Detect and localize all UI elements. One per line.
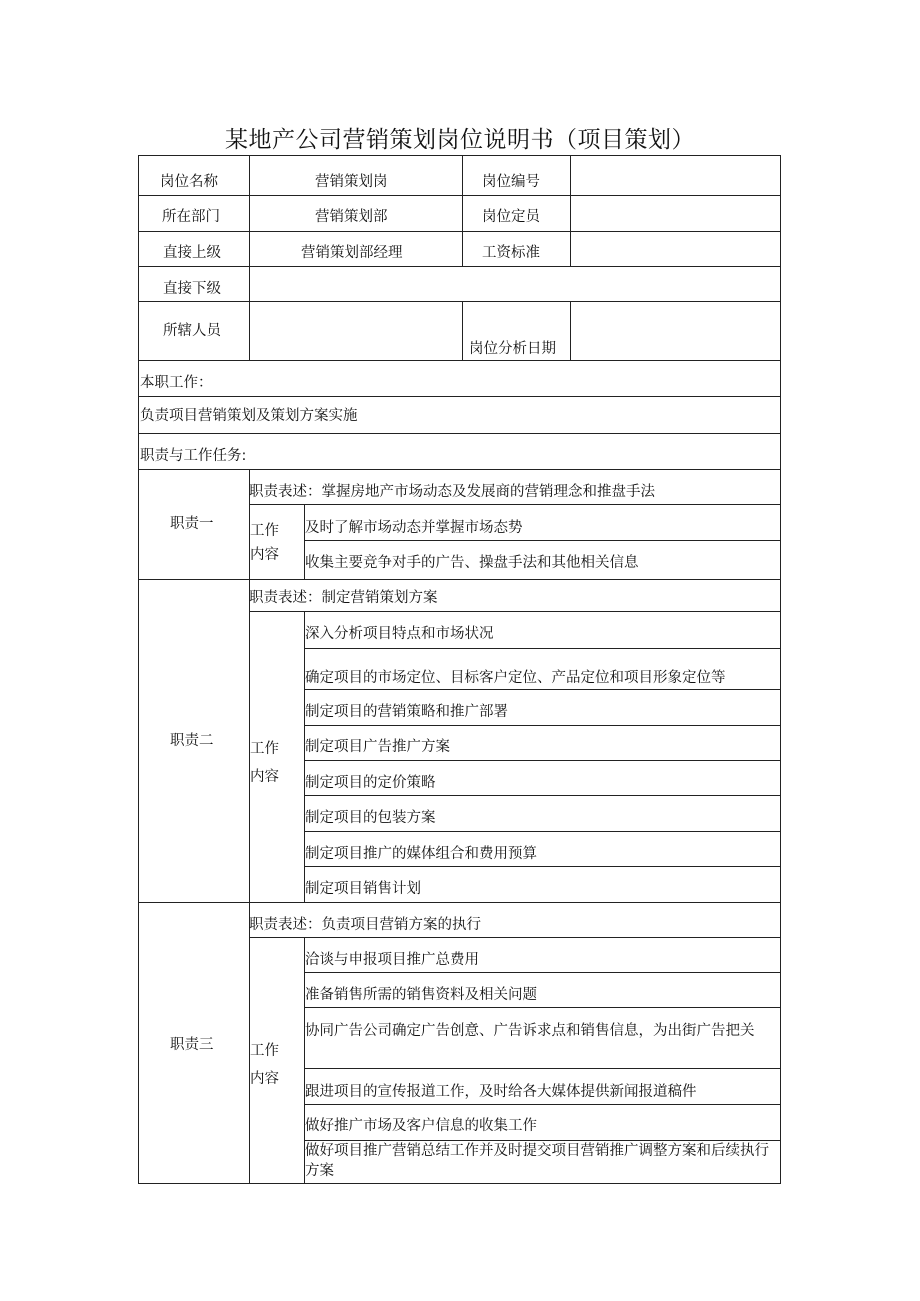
duty-name: 职责二 — [170, 733, 214, 749]
duty-statement: 职责表述：制定营销策划方案 — [249, 590, 438, 606]
supervised-staff-label: 所辖人员 — [163, 323, 221, 339]
table-rule — [249, 937, 781, 938]
salary-standard-label: 工资标准 — [482, 245, 540, 261]
work-content-label: 工作内容 — [250, 741, 279, 785]
primary-work-label: 本职工作： — [140, 375, 213, 391]
duty-name: 职责三 — [170, 1037, 214, 1053]
table-rule — [570, 301, 571, 360]
direct-superior-value: 营销策划部经理 — [301, 245, 403, 261]
task-item: 制定项目广告推广方案 — [305, 739, 450, 755]
table-rule — [304, 795, 781, 796]
table-rule — [249, 611, 781, 612]
table-rule — [304, 689, 781, 690]
task-item: 做好推广市场及客户信息的收集工作 — [305, 1118, 537, 1134]
duty-statement: 职责表述：掌握房地产市场动态及发展商的营销理念和推盘手法 — [249, 484, 655, 500]
analysis-date-label: 岗位分析日期 — [469, 341, 556, 357]
duty-name: 职责一 — [170, 516, 214, 532]
page-title: 某地产公司营销策划岗位说明书（项目策划） — [225, 127, 695, 153]
position-name-value: 营销策划岗 — [315, 174, 388, 190]
table-rule — [138, 231, 781, 232]
table-rule — [138, 433, 781, 434]
table-rule — [462, 155, 463, 266]
task-item: 洽谈与申报项目推广总费用 — [305, 952, 479, 968]
table-rule — [138, 579, 781, 580]
table-rule — [304, 725, 781, 726]
department-label: 所在部门 — [162, 209, 220, 225]
task-item: 协同广告公司确定广告创意、广告诉求点和销售信息，为出街广告把关 — [305, 1023, 755, 1039]
work-content-label: 工作内容 — [250, 523, 279, 563]
department-value: 营销策划部 — [315, 209, 388, 225]
table-rule — [304, 540, 781, 541]
table-rule — [570, 155, 571, 266]
primary-work-value: 负责项目营销策划及策划方案实施 — [140, 408, 358, 424]
task-item: 收集主要竞争对手的广告、操盘手法和其他相关信息 — [305, 555, 639, 571]
task-item: 准备销售所需的销售资料及相关问题 — [305, 987, 537, 1003]
task-item: 制定项目的营销策略和推广部署 — [305, 704, 508, 720]
table-rule — [138, 195, 781, 196]
table-rule — [138, 266, 781, 267]
table-rule — [138, 155, 781, 156]
task-item: 制定项目销售计划 — [305, 881, 421, 897]
table-rule — [304, 1007, 781, 1008]
table-rule — [304, 1068, 781, 1069]
task-item: 制定项目的包装方案 — [305, 810, 436, 826]
table-rule — [780, 155, 781, 1184]
duties-header: 职责与工作任务: — [140, 448, 247, 464]
table-rule — [138, 902, 781, 903]
task-item: 制定项目的定价策略 — [305, 775, 436, 791]
task-item: 做好项目推广营销总结工作并及时提交项目营销推广调整方案和后续执行方案 — [305, 1143, 769, 1179]
table-rule — [304, 972, 781, 973]
table-rule — [304, 760, 781, 761]
table-rule — [249, 504, 781, 505]
table-rule — [304, 866, 781, 867]
task-item: 深入分析项目特点和市场状况 — [305, 626, 494, 642]
task-item: 确定项目的市场定位、目标客户定位、产品定位和项目形象定位等 — [305, 670, 726, 686]
table-rule — [249, 155, 250, 360]
table-rule — [304, 1104, 781, 1105]
headcount-label: 岗位定员 — [482, 209, 540, 225]
table-rule — [138, 1183, 781, 1184]
task-item: 制定项目推广的媒体组合和费用预算 — [305, 846, 537, 862]
direct-superior-label: 直接上级 — [163, 245, 221, 261]
table-rule — [138, 469, 781, 470]
table-rule — [138, 396, 781, 397]
job-description-table — [138, 155, 781, 1185]
table-rule — [138, 360, 781, 361]
table-rule — [462, 301, 463, 360]
table-rule — [138, 301, 781, 302]
table-rule — [138, 155, 139, 1184]
position-name-label: 岗位名称 — [160, 174, 218, 190]
duty-statement: 职责表述：负责项目营销方案的执行 — [249, 917, 481, 933]
work-content-label: 工作内容 — [250, 1043, 279, 1087]
position-code-label: 岗位编号 — [482, 174, 540, 190]
task-item: 跟进项目的宣传报道工作，及时给各大媒体提供新闻报道稿件 — [305, 1084, 697, 1100]
table-rule — [304, 648, 781, 649]
task-item: 及时了解市场动态并掌握市场态势 — [305, 520, 523, 536]
table-rule — [304, 831, 781, 832]
direct-subordinate-label: 直接下级 — [163, 281, 221, 297]
